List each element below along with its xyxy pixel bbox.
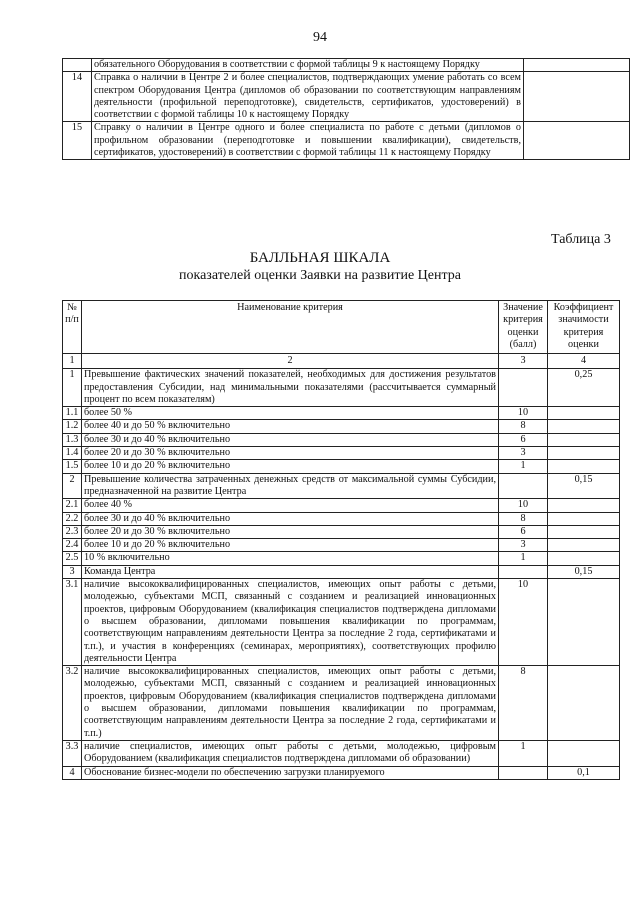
criterion-name: более 30 и до 40 % включительно [82, 512, 499, 525]
criterion-row [63, 407, 620, 420]
row-number: 14 [63, 72, 92, 122]
criterion-row [63, 766, 620, 779]
criterion-score: 1 [499, 460, 548, 473]
criterion-coefficient [548, 740, 620, 766]
table-subtitle: показателей оценки Заявки на развитие Центра [179, 268, 461, 283]
criterion-row [63, 512, 620, 525]
criterion-name: более 30 и до 40 % включительно [82, 433, 499, 446]
criterion-score: 8 [499, 420, 548, 433]
criterion-number: 2.1 [63, 499, 82, 512]
criterion-row [63, 369, 620, 407]
criterion-score: 3 [499, 447, 548, 460]
header-name: Наименование критерия [82, 301, 499, 354]
criterion-score [499, 565, 548, 578]
criterion-name: более 10 и до 20 % включительно [82, 460, 499, 473]
criterion-score: 6 [499, 433, 548, 446]
criterion-score: 1 [499, 552, 548, 565]
criterion-number: 2 [63, 473, 82, 499]
column-index-row [63, 354, 620, 369]
criterion-number: 2.5 [63, 552, 82, 565]
scoring-table [62, 300, 620, 780]
criterion-name: Превышение количества затраченных денежных средств от максимальной суммы Субсидии, предназначенной на развитие Центра [82, 473, 499, 499]
criterion-name: Команда Центра [82, 565, 499, 578]
column-index: 2 [82, 354, 499, 369]
criterion-name: более 40 и до 50 % включительно [82, 420, 499, 433]
criterion-row [63, 499, 620, 512]
row-text: обязательного Оборудования в соответствии с формой таблицы 9 к настоящему Порядку [92, 59, 524, 72]
column-index: 1 [63, 354, 82, 369]
criterion-name: наличие специалистов, имеющих опыт работы с детьми, молодежью, цифровым Оборудованием (квалификация специалистов подтверждена дипломами об образовании) [82, 740, 499, 766]
row-number: 15 [63, 122, 92, 160]
criterion-number: 1.2 [63, 420, 82, 433]
criterion-coefficient [548, 512, 620, 525]
table-label: Таблица 3 [551, 232, 611, 247]
criterion-name: 10 % включительно [82, 552, 499, 565]
criterion-number: 3.2 [63, 666, 82, 741]
criterion-score: 8 [499, 666, 548, 741]
criterion-number: 1 [63, 369, 82, 407]
criterion-score: 10 [499, 579, 548, 666]
criterion-coefficient [548, 552, 620, 565]
criterion-name: Превышение фактических значений показателей, необходимых для достижения результатов предоставления Субсидии, над минимальными показателями (рассчитывается суммарный процент по всем показателям) [82, 369, 499, 407]
criterion-name: более 20 и до 30 % включительно [82, 525, 499, 538]
criterion-row [63, 525, 620, 538]
criterion-number: 2.3 [63, 525, 82, 538]
criterion-coefficient [548, 539, 620, 552]
criterion-row [63, 565, 620, 578]
header-num: № п/п [63, 301, 82, 354]
criterion-row [63, 666, 620, 741]
page-number: 94 [313, 30, 327, 45]
criterion-score [499, 766, 548, 779]
criterion-name: Обоснование бизнес-модели по обеспечению загрузки планируемого [82, 766, 499, 779]
criterion-name: более 10 и до 20 % включительно [82, 539, 499, 552]
criterion-coefficient [548, 579, 620, 666]
continuation-table-body [63, 59, 630, 160]
criterion-score [499, 369, 548, 407]
criterion-number: 1.5 [63, 460, 82, 473]
criterion-coefficient: 0,15 [548, 473, 620, 499]
criterion-number: 1.1 [63, 407, 82, 420]
criterion-score: 6 [499, 525, 548, 538]
criterion-coefficient [548, 499, 620, 512]
criterion-name: наличие высококвалифицированных специалистов, имеющих опыт работы с детьми, молодежью, субъектами МСП, связанный с созданием и реализацией инновационных проектов, цифровым Оборудованием (квалификация специалистов подтверждена дипломами о высшем образовании, дипломами повышения квалификации по программам, соответствующим направлениям деятельности Центра за последние 2 года, сертификатами и т.п.), и участия в конференциях (семинарах, мероприятиях), соответствующих профилю деятельности Центра [82, 579, 499, 666]
criterion-coefficient [548, 460, 620, 473]
table-row [63, 72, 630, 122]
criterion-row [63, 740, 620, 766]
criterion-coefficient: 0,15 [548, 565, 620, 578]
table-row [63, 59, 630, 72]
row-text: Справка о наличии в Центре 2 и более специалистов, подтверждающих умение работать со всем спектром Оборудования Центра (дипломов об образовании по соответствующим направлениям деятельности (профильной переподготовке), свидетельств, сертификатов, удостоверений) в соответствии с формой таблицы 10 к настоящему Порядку [92, 72, 524, 122]
row-value [524, 122, 630, 160]
criterion-coefficient [548, 420, 620, 433]
scoring-table-body [63, 369, 620, 780]
criterion-score: 10 [499, 407, 548, 420]
criterion-number: 3 [63, 565, 82, 578]
criterion-number: 3.1 [63, 579, 82, 666]
criterion-row [63, 447, 620, 460]
criterion-number: 1.3 [63, 433, 82, 446]
criterion-name: более 20 и до 30 % включительно [82, 447, 499, 460]
criterion-row [63, 420, 620, 433]
criterion-row [63, 579, 620, 666]
criterion-score: 1 [499, 740, 548, 766]
row-value [524, 72, 630, 122]
criterion-score: 3 [499, 539, 548, 552]
criterion-row [63, 460, 620, 473]
header-row [63, 301, 620, 354]
criterion-coefficient [548, 525, 620, 538]
row-number [63, 59, 92, 72]
criterion-name: более 50 % [82, 407, 499, 420]
criterion-score: 10 [499, 499, 548, 512]
criterion-number: 3.3 [63, 740, 82, 766]
criterion-number: 1.4 [63, 447, 82, 460]
table-title: БАЛЛЬНАЯ ШКАЛА [249, 250, 391, 266]
criterion-number: 4 [63, 766, 82, 779]
criterion-coefficient [548, 407, 620, 420]
criterion-coefficient [548, 447, 620, 460]
criterion-score [499, 473, 548, 499]
criterion-score: 8 [499, 512, 548, 525]
criterion-name: наличие высококвалифицированных специалистов, имеющих опыт работы с детьми, молодежью, субъектами МСП, связанный с созданием и реализацией инновационных проектов, цифровым Оборудованием (квалификация специалистов подтверждена дипломами о высшем образовании, дипломами повышения квалификации по программам, соответствующим направлениям деятельности Центра за последние 2 года, сертификатами и т.п.) [82, 666, 499, 741]
criterion-name: более 40 % [82, 499, 499, 512]
criterion-coefficient: 0,1 [548, 766, 620, 779]
continuation-table [62, 58, 630, 160]
criterion-number: 2.2 [63, 512, 82, 525]
criterion-coefficient [548, 666, 620, 741]
header-coef: Коэффициент значимости критерия оценки [548, 301, 620, 354]
row-text: Справку о наличии в Центре одного и более специалиста по работе с детьми (дипломов о профильном образовании (переподготовке и повышении квалификации), свидетельств, сертификатов, удостоверений) в соответствии с формой таблицы 11 к настоящему Порядку [92, 122, 524, 160]
table-row [63, 122, 630, 160]
row-value [524, 59, 630, 72]
criterion-coefficient: 0,25 [548, 369, 620, 407]
column-index: 3 [499, 354, 548, 369]
column-index: 4 [548, 354, 620, 369]
criterion-row [63, 473, 620, 499]
header-value: Значение критерия оценки (балл) [499, 301, 548, 354]
criterion-coefficient [548, 433, 620, 446]
criterion-number: 2.4 [63, 539, 82, 552]
criterion-row [63, 539, 620, 552]
criterion-row [63, 552, 620, 565]
criterion-row [63, 433, 620, 446]
